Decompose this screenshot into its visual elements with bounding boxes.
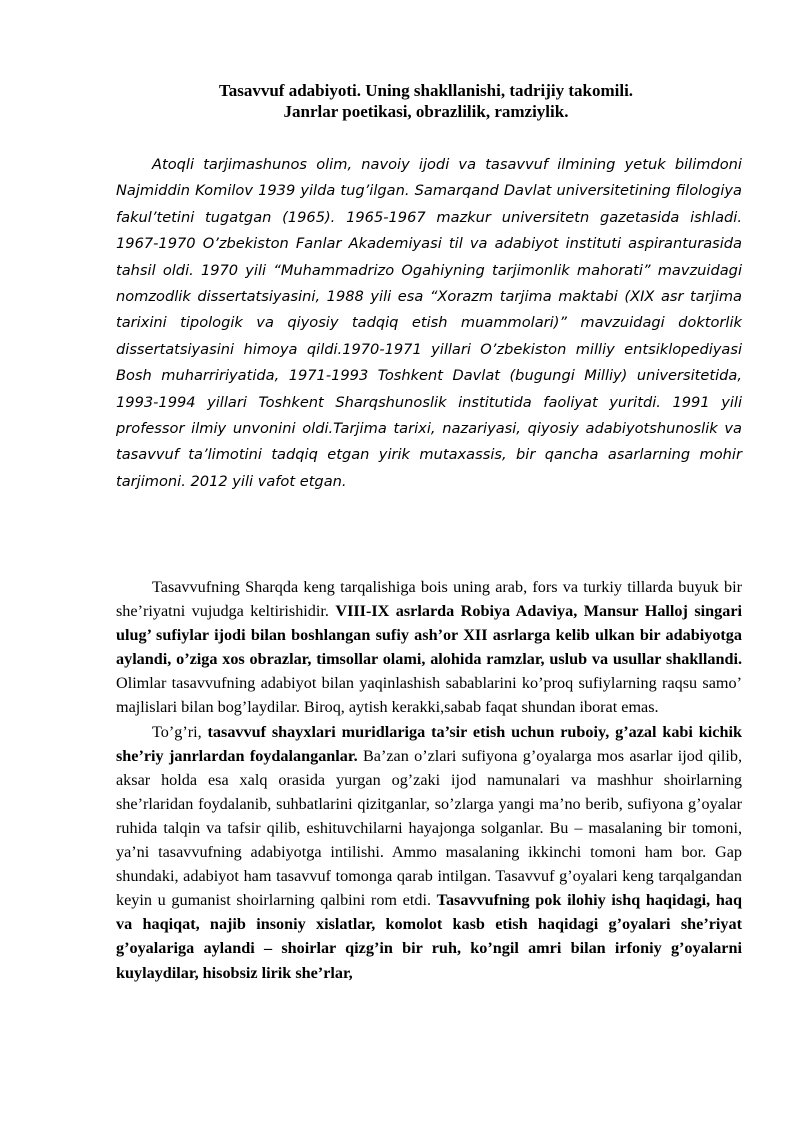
main-text (116, 575, 742, 985)
body-paragraph-2 (116, 720, 742, 985)
paragraph-2-bold-2: Tasavvufning pok ilohiy ishq haqidagi, haq va haqiqat, najib insoniy xislatlar, komolot kasb etish haqidagi g’oyalari she’riyat g’oyalariga aylandi – shoirlar qizg’in bir ruh, ko’ngil amri bilan irfoniy g’oyalarni kuylaydilar, hisobsiz lirik she’rlar, (116, 891, 742, 982)
body-paragraph-1 (116, 575, 742, 720)
paragraph-1-text-1: Tasavvufning Sharqda keng tarqalishiga bois uning arab, fors va turkiy tillarda buyuk bir she’riyatni vujudga keltirishidir. (116, 578, 742, 621)
title-line-2: Janrlar poetikasi, obrazlilik, ramziylik. (283, 102, 569, 121)
paragraph-1-bold-1: VIII-IX asrlarda Robiya Adaviya, Mansur Halloj singari ulug’ sufiylar ijodi bilan boshlangan sufiy ash’or XII asrlarga kelib ulkan bir adabiyotga aylandi, o’ziga xos obrazlar, timsollar olami, alohida ramzlar, uslub va usullar shakllandi. (116, 602, 743, 669)
paragraph-1-text-2: Olimlar tasavvufning adabiyot bilan yaqinlashish sabablarini ko’proq sufiylarning raqsu samo’ majlislari bilan bog’laydilar. Biroq, aytish kerakki,sabab faqat shundan iborat emas. (116, 674, 742, 717)
paragraph-2-text-1: To’g’ri, (152, 722, 208, 741)
author-bio-paragraph: Atoqli tarjimashunos olim, navoiy ijodi va tasavvuf ilmining yetuk bilimdoni Najmiddin Komilov 1939 yilda tug’ilgan. Samarqand Davlat universitetining filologiya fakul’tetini tugatgan (1965). 1965-1967 mazkur universitetn gazetasida ishladi. 1967-1970 O’zbekiston Fanlar Akademiyasi til va adabiyot instituti aspiranturasida tahsil oldi. 1970 yili “Muhammadrizo Ogahiyning tarjimonlik mahorati” mavzuidagi nomzodlik dissertatsiyasini, 1988 yili esa “Xorazm tarjima maktabi (XIX asr tarjima tarixini tipologik va qiyosiy tadqiq etish muammolari)” mavzuidagi doktorlik dissertatsiyasini himoya qildi.1970-1971 yillari O’zbekiston milliy entsiklopediyasi Bosh muharririyatida, 1971-1993 Toshkent Davlat (bugungi Milliy) universitetida, 1993-1994 yillari Toshkent Sharqshunoslik institutida faoliyat yuritdi. 1991 yili professor ilmiy unvonini oldi.Tarjima tarixi, nazariyasi, qiyosiy adabiyotshunoslik va tasavvuf ta’limotini tadqiq etgan yirik mutaxassis, bir qancha asarlarning mohir tarjimoni. 2012 yili vafot etgan. (116, 156, 742, 490)
paragraph-2-text-2: Ba’zan o’zlari sufiyona g’oyalarga mos asarlar ijod qilib, aksar holda esa xalq orasida yurgan og’zaki ijod namunalari va mashhur shoirlarning she’rlaridan foydalanib, suhbatlarini qizitganlar, so’zlarga yangi ma’no berib, sufiyona g’oyalar ruhida talqin va tafsir qilib, eshituvchilarni hayajonga solganlar. Bu – masalaning bir tomoni, ya’ni tasavvufning adabiyotga intilishi. Ammo masalaning ikkinchi tomoni ham bor. Gap shundaki, adabiyot ham tasavvuf tomonga qarab intilgan. Tasavvuf g’oyalari keng tarqalgandan keyin u gumanist shoirlarning qalbini rom etdi. (116, 746, 743, 910)
document-title (110, 80, 742, 122)
paragraph-2-bold-1: tasavvuf shayxlari muridlariga ta’sir etish uchun ruboiy, g’azal kabi kichik she’riy janrlardan foydalanganlar. (116, 722, 742, 765)
title-line-1: Tasavvuf adabiyoti. Uning shakllanishi, tadrijiy takomili. (218, 81, 634, 100)
